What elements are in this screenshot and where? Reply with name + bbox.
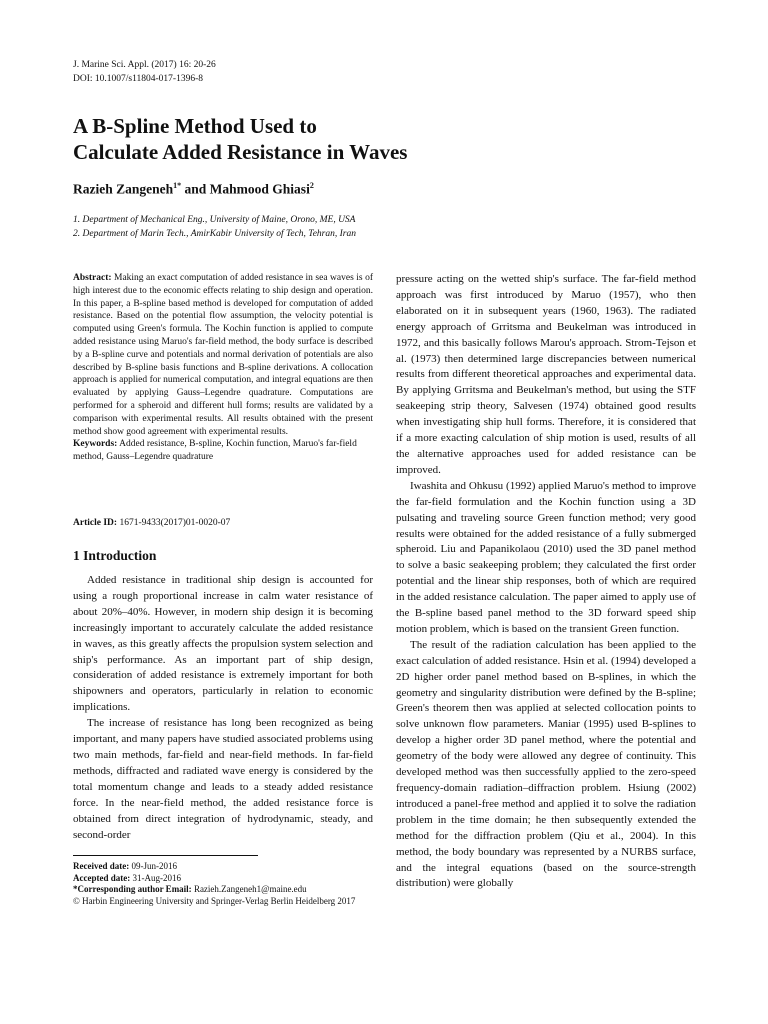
section-heading: 1 Introduction [73, 548, 157, 563]
affiliations [73, 213, 356, 241]
copyright: © Harbin Engineering University and Springer-Verlag Berlin Heidelberg 2017 [73, 896, 356, 907]
paragraph: Added resistance in traditional ship design is accounted for using a rough proportional increase in calm water resistance of about 20%–40%. However, in modern ship design it is becoming increasingly important to accurately calculate the added resistance in waves, as this greatly affects the propulsion system selection and ship's performance. As an important part of ship design, consideration of added resistance is extremely important for both shipowners and operators, particularly in relation to economic implications. [73, 574, 373, 714]
paragraph: The increase of resistance has long been recognized as being important, and many papers have studied associated problems using two main methods, far-field and near-field methods. In far-field methods, diffracted and radiated wave energy is considered by the total momentum change and leads to a steady added resistance force. In the near-field method, the added resistance force is obtained from direct integration of hydrodynamic, steady, and second-order [73, 717, 373, 841]
accepted-label: Accepted date: [73, 872, 131, 883]
paragraph: pressure acting on the wetted ship's surface. The far-field method approach was first introduced by Maruo (1957), who then elaborated on it in subsequent years (1960, 1963). The radiated energy approach of Grritsma and Beukelman was introduced in 1972, and this basically follows Marou's approach. Strom-Tejson et al. (1973) then determined large discrepancies between numerical results from different theoretical approaches and experimental data. By applying Grritsma and Beukelman's method, but using the STF seakeeping strip theory, Salvesen (1974) obtained good results when investigating ship hull forms. Therefore, it is considered that if a more exacting calculation of ship motion is used, results of all the alternative approaches used for added resistance can be improved. [396, 273, 696, 476]
corresponding-author [73, 884, 355, 896]
column-left [73, 573, 373, 843]
received-date [73, 861, 355, 873]
abstract-body [73, 272, 373, 438]
accepted-date [73, 873, 355, 885]
title-line-2: Calculate Added Resistance in Waves [73, 140, 408, 164]
abstract [73, 272, 373, 464]
affiliation-1: 1. Department of Mechanical Eng., University of Maine, Orono, ME, USA [73, 215, 356, 225]
affiliation-2: 2. Department of Marin Tech., AmirKabir University of Tech, Tehran, Iran [73, 229, 356, 239]
received-value: 09-Jun-2016 [129, 861, 177, 871]
footnote-rule [73, 855, 258, 856]
abstract-label: Abstract: [73, 273, 112, 283]
keywords-label: Keywords: [73, 439, 118, 450]
paper-title [73, 113, 593, 165]
article-id-value: 1671-9433(2017)01-0020-07 [117, 518, 231, 528]
journal-header [73, 58, 216, 86]
corr-email: Razieh.Zangeneh1@maine.edu [191, 884, 307, 895]
journal-citation: J. Marine Sci. Appl. (2017) 16: 20-26 [73, 60, 216, 70]
author-1: Razieh Zangeneh [73, 181, 174, 197]
title-line-1: A B-Spline Method Used to [73, 114, 317, 138]
article-id [73, 518, 230, 528]
doi: DOI: 10.1007/s11804-017-1396-8 [73, 74, 203, 84]
author-2-marker: 2 [309, 181, 314, 190]
received-label: Received date: [73, 861, 130, 871]
keywords [73, 438, 373, 464]
article-id-label: Article ID: [73, 518, 118, 528]
accepted-value: 31-Aug-2016 [130, 872, 181, 883]
author-and: and [181, 181, 210, 197]
corr-label: *Corresponding author Email: [73, 884, 192, 895]
column-right [396, 272, 696, 892]
author-2: Mahmood Ghiasi [209, 181, 310, 197]
abstract-text: Making an exact computation of added resistance in sea waves is of high interest due to the economic effects relating to ship design and operation. In this paper, a B-spline based method is developed for computation of added resistance. Based on the potential flow assumption, the velocity potential is computed using Green's formula. The Kochin function is applied to compute added resistance using Maruo's far-field method, the body surface is described by a B-spline curve and potentials and normal derivation of potentials are also described by B-spline basis functions and B-spline derivations. A collocation approach is applied for numerical computation, and integral equations are then evaluated by applying Gauss–Legendre quadrature. Computations are performed for a spheroid and different hull forms; results are validated by a comparison with experimental results. All results obtained with the present method show good agreement with experimental results. [73, 273, 373, 437]
footnotes [73, 861, 355, 908]
paragraph: Iwashita and Ohkusu (1992) applied Maruo's method to improve the far-field formulation and the Kochin function using a 3D pulsating and traveling source Green function method; very good results were obtained for the added resistance of a fully submerged spheroid. Liu and Papanikolaou (2010) used the 3D panel method to solve a basic seakeeping problem; they calculated the first order potential and the linear ship responses, both of which are required in the added resistance calculation. The paper aimed to apply use of the B-spline based panel method to the 3D forward speed ship motion problem, which is based on the transient Green function. [396, 479, 696, 635]
keywords-text: Added resistance, B-spline, Kochin function, Maruo's far-field method, Gauss–Legendre quadrature [73, 439, 357, 463]
authors [73, 181, 314, 198]
author-1-marker: 1* [173, 181, 182, 190]
paragraph: The result of the radiation calculation has been applied to the exact calculation of added resistance. Hsin et al. (1994) developed a 2D higher order panel method based on B-splines, in which the geometry and singularity distribution were defined by the B-spline; Green's theorem then was applied at selected collocation points to solve unknown flow parameters. Maniar (1995) used B-splines to develop a higher order 3D panel method, where the potential and geometry of the body were allowed any degree of continuity. This developed method was then successfully applied to the zero-speed frequency-domain radiation–diffraction problem. Hsiung (2002) introduced a panel-free method and applied it to solve the radiation problem in the time domain; he then subsequently extended the method for the diffraction problem (Qiu et al., 2004). In this method, the body boundary was represented by a NURBS surface, and the integral equations (based on the source-strength distribution) were globally [396, 638, 696, 890]
